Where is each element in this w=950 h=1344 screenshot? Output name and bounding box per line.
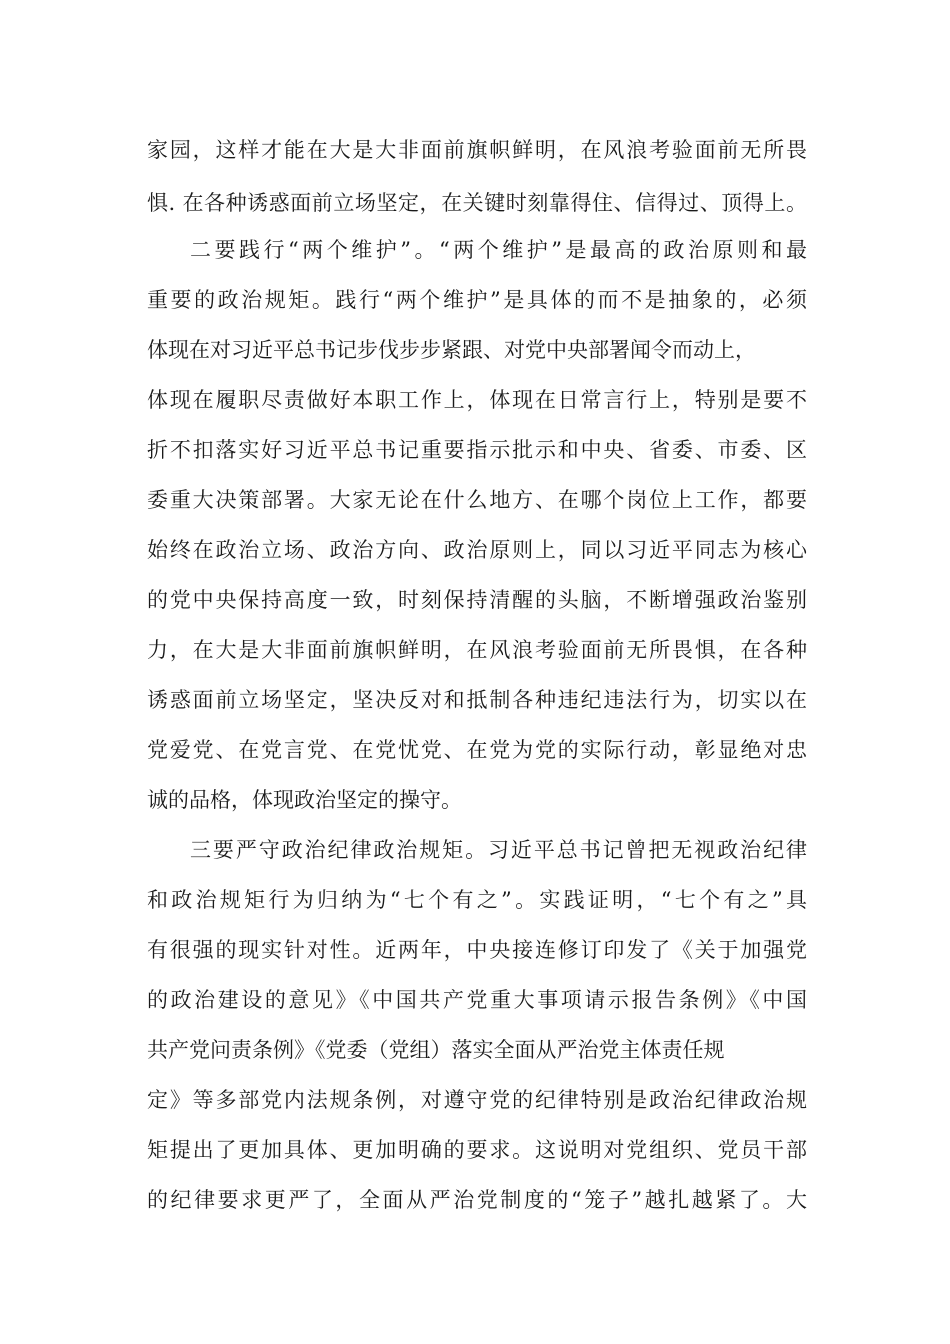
- text-line: 委重大决策部署。大家无论在什么地方、在哪个岗位上工作，都要: [147, 488, 807, 512]
- text-line: 和政治规矩行为归纳为“七个有之”。实践证明，“七个有之”具: [147, 888, 807, 912]
- text-line: 惧. 在各种诱惑面前立场坚定，在关键时刻靠得住、信得过、顶得上。: [147, 191, 807, 215]
- text-line: 定》等多部党内法规条例，对遵守党的纪律特别是政治纪律政治规: [147, 1088, 807, 1112]
- text-line: 体现在对习近平总书记步伐步步紧跟、对党中央部署闻令而动上，: [147, 338, 756, 362]
- text-line: 矩提出了更加具体、更加明确的要求。这说明对党组织、党员干部: [147, 1138, 807, 1162]
- paragraph-start-line: 二要践行“两个维护”。“两个维护”是最高的政治原则和最: [190, 238, 807, 262]
- text-line: 体现在履职尽责做好本职工作上，体现在日常言行上，特别是要不: [147, 388, 807, 412]
- paragraph-end-line: 诚的品格，体现政治坚定的操守。: [147, 788, 462, 812]
- text-line: 的纪律要求更严了，全面从严治党制度的“笼子”越扎越紧了。大: [147, 1188, 807, 1212]
- text-line: 折不扣落实好习近平总书记重要指示批示和中央、省委、市委、区: [147, 438, 807, 462]
- text-line: 有很强的现实针对性。近两年，中央接连修订印发了《关于加强党: [147, 938, 807, 962]
- text-line: 诱惑面前立场坚定，坚决反对和抵制各种违纪违法行为，切实以在: [147, 688, 807, 712]
- paragraph-start-line: 三要严守政治纪律政治规矩。习近平总书记曾把无视政治纪律: [190, 838, 807, 862]
- text-line: 家园，这样才能在大是大非面前旗帜鲜明，在风浪考验面前无所畏: [147, 138, 807, 162]
- text-line: 重要的政治规矩。践行“两个维护”是具体的而不是抽象的，必须: [147, 288, 807, 312]
- text-line: 始终在政治立场、政治方向、政治原则上，同以习近平同志为核心: [147, 538, 807, 562]
- text-line: 党爱党、在党言党、在党忧党、在党为党的实际行动，彰显绝对忠: [147, 738, 807, 762]
- text-line: 的政治建设的意见》《中国共产党重大事项请示报告条例》《中国: [147, 988, 807, 1012]
- text-line: 共产党问责条例》《党委（党组）落实全面从严治党主体责任规: [147, 1038, 725, 1062]
- text-line: 力，在大是大非面前旗帜鲜明，在风浪考验面前无所畏惧，在各种: [147, 638, 807, 662]
- text-line: 的党中央保持高度一致，时刻保持清醒的头脑，不断增强政治鉴别: [147, 588, 807, 612]
